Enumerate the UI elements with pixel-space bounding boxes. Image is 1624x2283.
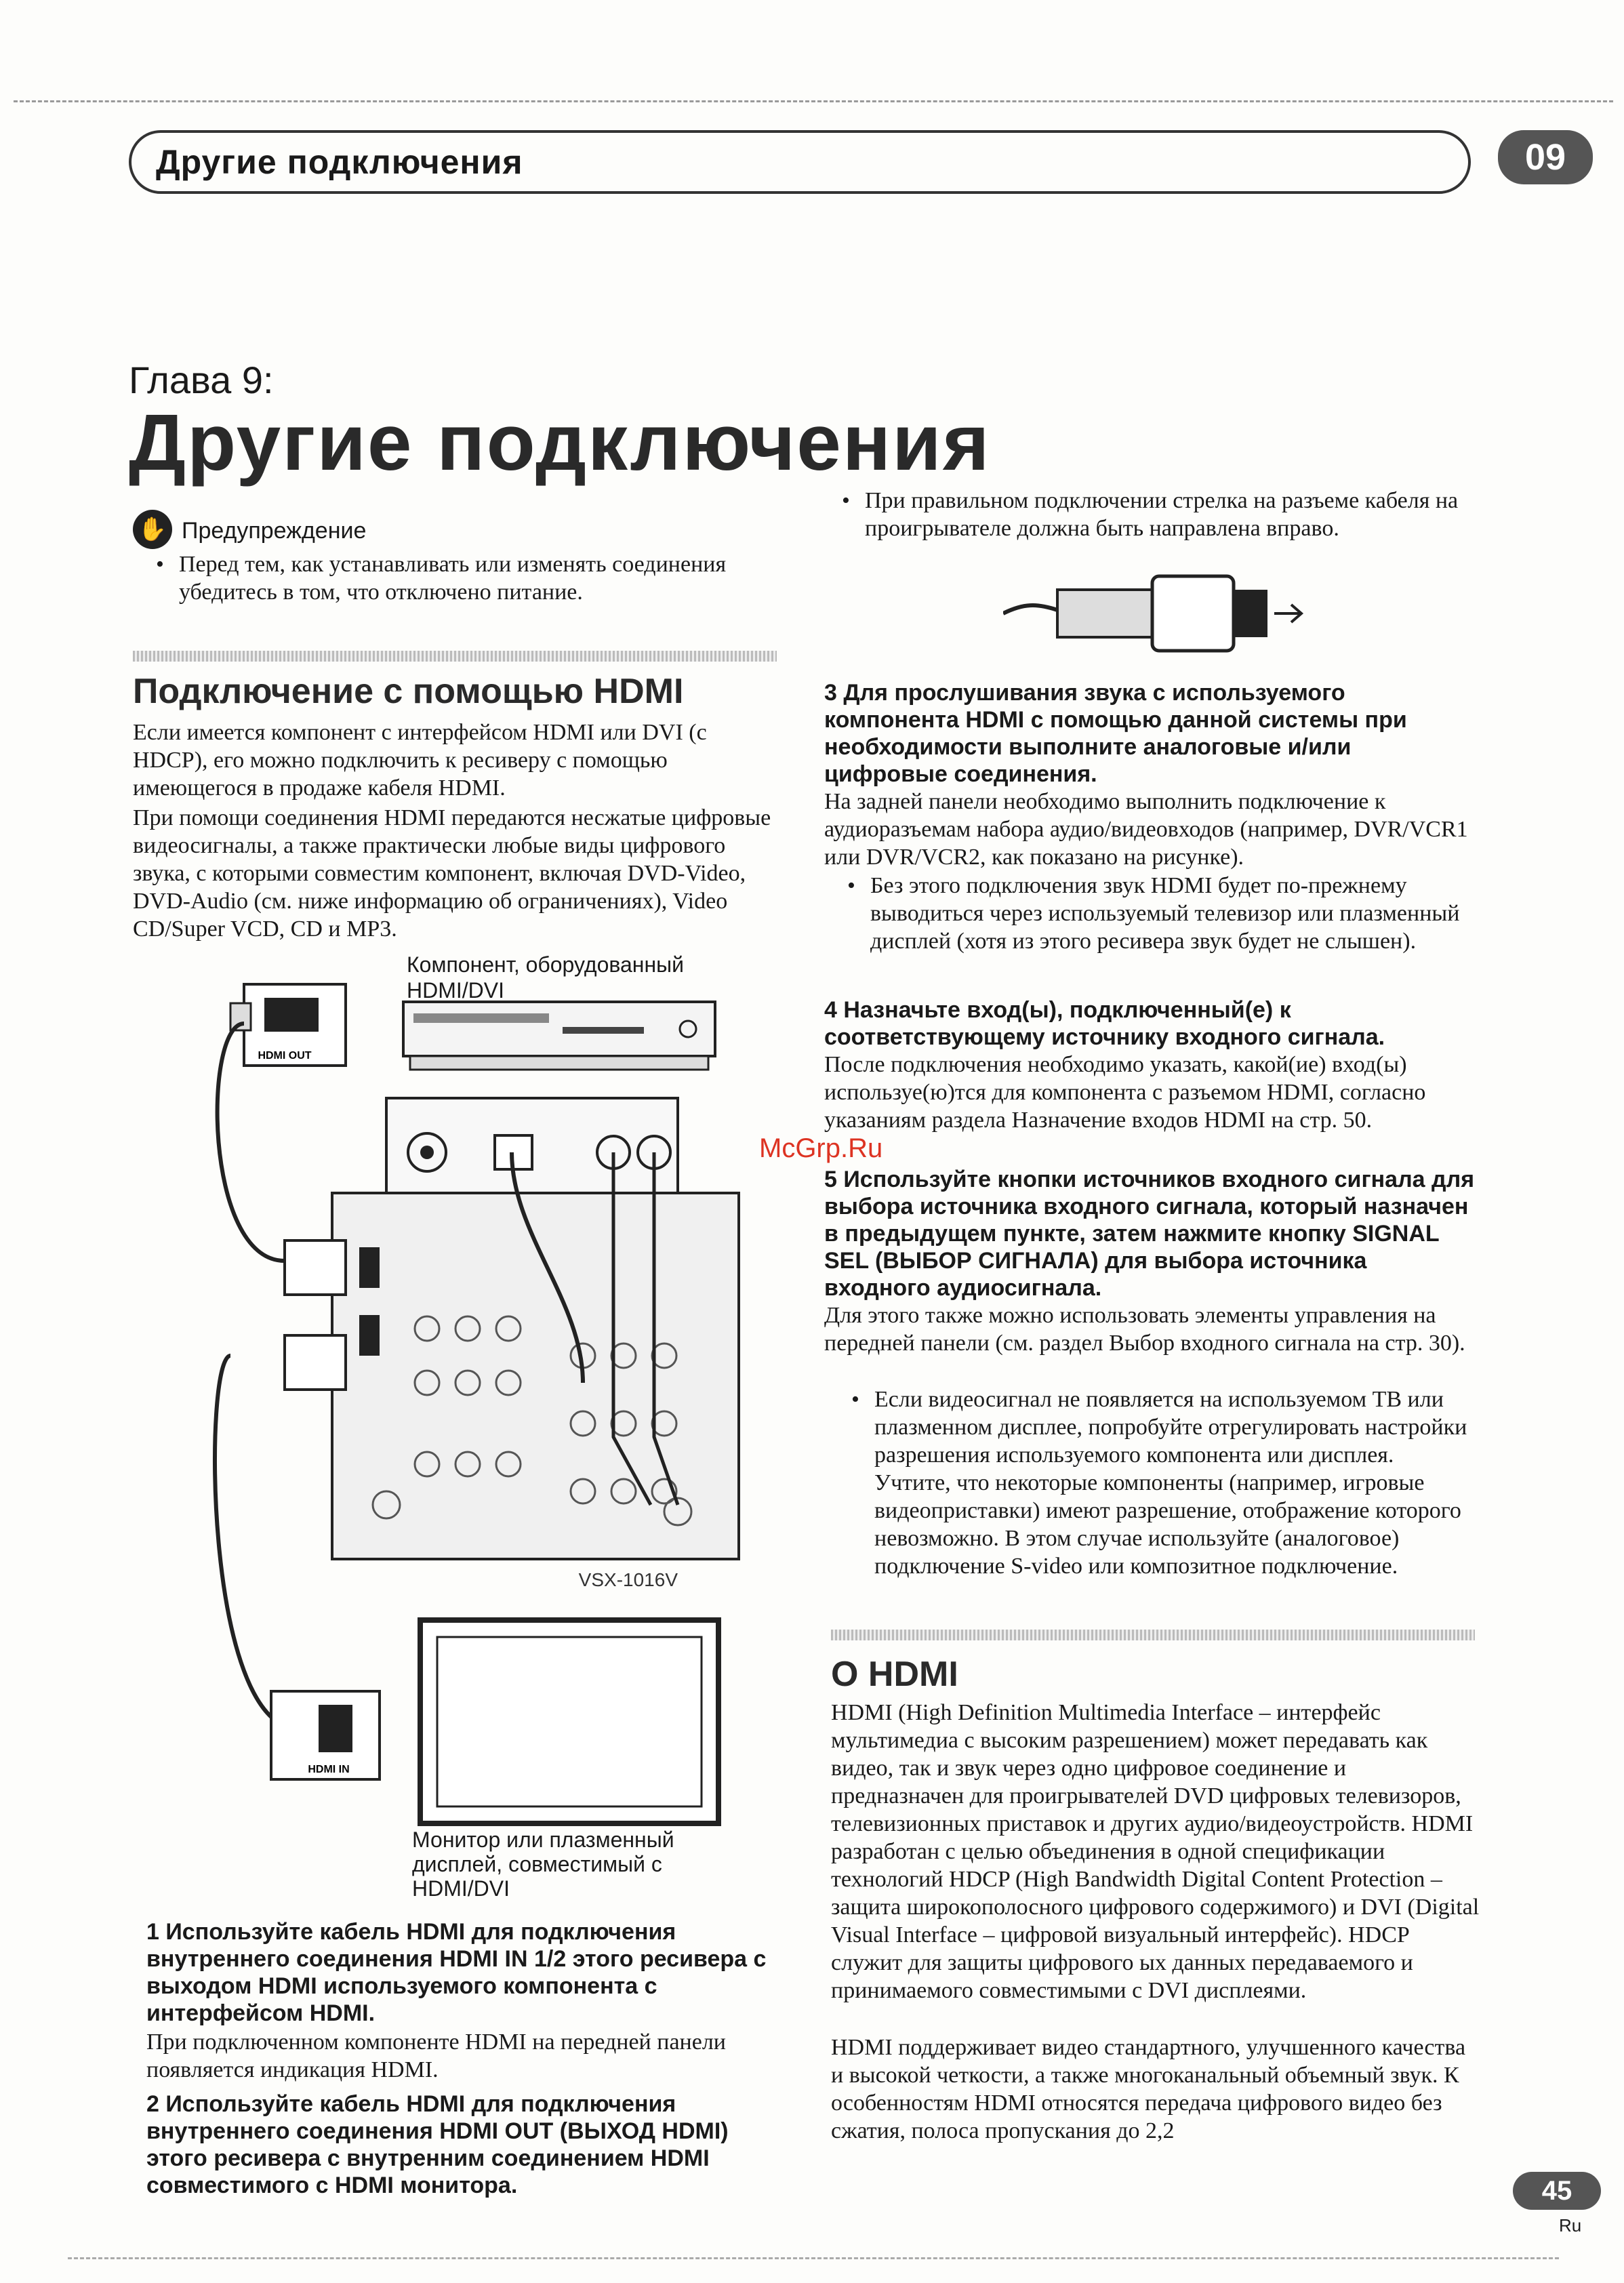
- chapter-label: Глава 9:: [129, 359, 274, 401]
- monitor-illustration: [420, 1620, 718, 1823]
- bottom-scan-line: [68, 2257, 1559, 2259]
- arrow-bullet-text: При правильном подключении стрелка на разъеме кабеля на проигрывателе должна быть направлена вправо.: [865, 488, 1459, 541]
- hdmi-connection-diagram: [203, 949, 746, 1830]
- step-1-body: При подключенном компоненте HDMI на передней панели появляется индикация HDMI.: [146, 2029, 726, 2082]
- step-3-title: 3 Для прослушивания звука с используемого компонента HDMI с помощью данной системы при необходимости выполните аналоговые и/или цифровые соединения.: [824, 680, 1407, 787]
- watermark: McGrp.Ru: [759, 1133, 883, 1163]
- component-label: [407, 952, 684, 1003]
- monitor-label: [412, 1827, 674, 1901]
- hdmi-in-label: HDMI IN: [308, 1764, 350, 1775]
- section-rule: [133, 651, 777, 662]
- monitor-label-line-2: дисплей, совместимый с: [412, 1852, 662, 1876]
- step-2-title: 2 Используйте кабель HDMI для подключения внутреннего соединения HDMI OUT (ВЫХОД HDMI) этого ресивера с внутренним соединением HDMI совместимого с HDMI монитора.: [146, 2091, 729, 2198]
- hdmi-section-title: Подключение с помощью HDMI: [133, 672, 684, 711]
- about-rule: [831, 1630, 1475, 1640]
- top-scan-line: [14, 100, 1613, 102]
- receiver-model-label: VSX-1016V: [578, 1569, 678, 1590]
- step-3-bullet: • Без этого подключения звук HDMI будет по-прежнему выводиться через используемый телевизор или плазменный дисплей (хотя из этого ресивера звук будет не слышен).: [847, 873, 1460, 954]
- step-4-title: 4 Назначьте вход(ы), подключенный(е) к соответствующему источнику входного сигнала.: [824, 997, 1385, 1050]
- dvd-component-illustration: [403, 1002, 715, 1070]
- step-1-title: 1 Используйте кабель HDMI для подключения внутреннего соединения HDMI IN 1/2 этого ресивера с выходом HDMI используемого компонента с интерфейсом HDMI.: [146, 1919, 767, 2026]
- hdmi-out-label: HDMI OUT: [258, 1050, 312, 1062]
- chapter-title: Другие подключения: [129, 398, 991, 487]
- step-3-body: На задней панели необходимо выполнить подключение к аудиоразъемам набора аудио/видеовходов (например, DVR/VCR1 или DVR/VCR2, как показано на рисунке).: [824, 789, 1468, 870]
- step-3-bullet-text: Без этого подключения звук HDMI будет по-прежнему выводиться через используемый телевизор или плазменный дисплей (хотя из этого ресивера звук будет не слышен).: [870, 873, 1460, 954]
- warning-title: Предупреждение: [182, 518, 367, 544]
- component-label-line-1: Компонент, оборудованный: [407, 952, 685, 977]
- hdmi-para-1: Если имеется компонент с интерфейсом HDMI или DVI (с HDCP), его можно подключить к ресиверу с помощью имеющегося в продаже кабеля HDMI.: [133, 720, 707, 801]
- monitor-label-line-1: Монитор или плазменный: [412, 1827, 674, 1852]
- hand-stop-icon: ✋: [133, 510, 172, 549]
- header-title: Другие подключения: [156, 143, 523, 181]
- monitor-label-line-3: HDMI/DVI: [412, 1876, 510, 1901]
- page-number-badge: 45: [1513, 2172, 1601, 2210]
- warning-text: Перед тем, как устанавливать или изменять соединения убедитесь в том, что отключено питание.: [179, 552, 727, 605]
- about-hdmi-para-2: HDMI поддерживает видео стандартного, улучшенного качества и высокой четкости, а также многоканальный объемный звук. К особенностям HDMI относятся передача цифрового видео без сжатия, полоса пропускания до 2,2: [831, 2035, 1466, 2143]
- step-5-title: 5 Используйте кнопки источников входного сигнала для выбора источника входного сигнала, который назначен в предыдущем пункте, затем нажмите кнопку SIGNAL SEL (ВЫБОР СИГНАЛА) для выбора источника входного аудиосигнала.: [824, 1167, 1475, 1301]
- warning-bullet: • Перед тем, как устанавливать или изменять соединения убедитесь в том, что отключено питание.: [156, 552, 727, 605]
- language-label: Ru: [1559, 2215, 1582, 2236]
- component-label-line-2: HDMI/DVI: [407, 978, 504, 1003]
- hdmi-plug-arrow-illustration: [1003, 563, 1315, 664]
- about-hdmi-title: О HDMI: [831, 1655, 958, 1694]
- chapter-number-badge: 09: [1498, 130, 1593, 184]
- step-5-body: Для этого также можно использовать элементы управления на передней панели (см. раздел Выбор входного сигнала на стр. 30).: [824, 1303, 1465, 1356]
- arrow-bullet: • При правильном подключении стрелка на разъеме кабеля на проигрывателе должна быть направлена вправо.: [842, 488, 1459, 541]
- step-5-bullet: • Если видеосигнал не появляется на используемом ТВ или плазменном дисплее, попробуйте отрегулировать настройки разрешения используемого компонента или дисплея. Учтите, что некоторые компоненты (например, игровые видеоприставки) имеют разрешение, отображение которого невозможно. В этом случае используйте (аналоговое) подключение S-video или композитное подключение.: [851, 1387, 1467, 1579]
- about-hdmi-para-1: HDMI (High Definition Multimedia Interface – интерфейс мультимедиа с высоким разрешением) может передавать как видео, так и звук через одно цифровое соединение и предназначен для проигрывателей DVD цифровых телевизоров, телевизионных приставок и других аудио/видеоустройств. HDMI разработан с целью объединения в одной спецификации технологий HDCP (High Bandwidth Digital Content Protection – защита широкополосного цифрового содержимого) и DVI (Digital Visual Interface – цифровой визуальный интерфейс). HDCP служит для защиты цифрового ых данных передаваемого и принимаемого совместимыми с DVI дисплеями.: [831, 1700, 1480, 2003]
- hdmi-para-2: При помощи соединения HDMI передаются несжатые цифровые видеосигналы, а также практически любые виды цифрового звука, с которыми совместим компонент, включая DVD-Video, DVD-Audio (см. ниже информацию об ограничениях), Video CD/Super VCD, CD и MP3.: [133, 805, 771, 942]
- step-5-bullet-text: Если видеосигнал не появляется на используемом ТВ или плазменном дисплее, попробуйте отрегулировать настройки разрешения используемого компонента или дисплея. Учтите, что некоторые компоненты (например, игровые видеоприставки) имеют разрешение, отображение которого невозможно. В этом случае используйте (аналоговое) подключение S-video или композитное подключение.: [874, 1387, 1467, 1579]
- step-4-body: После подключения необходимо указать, какой(ие) вход(ы) используе(ю)тся для компонента с разъемом HDMI, согласно указаниям раздела Назначение входов HDMI на стр. 50.: [824, 1052, 1426, 1133]
